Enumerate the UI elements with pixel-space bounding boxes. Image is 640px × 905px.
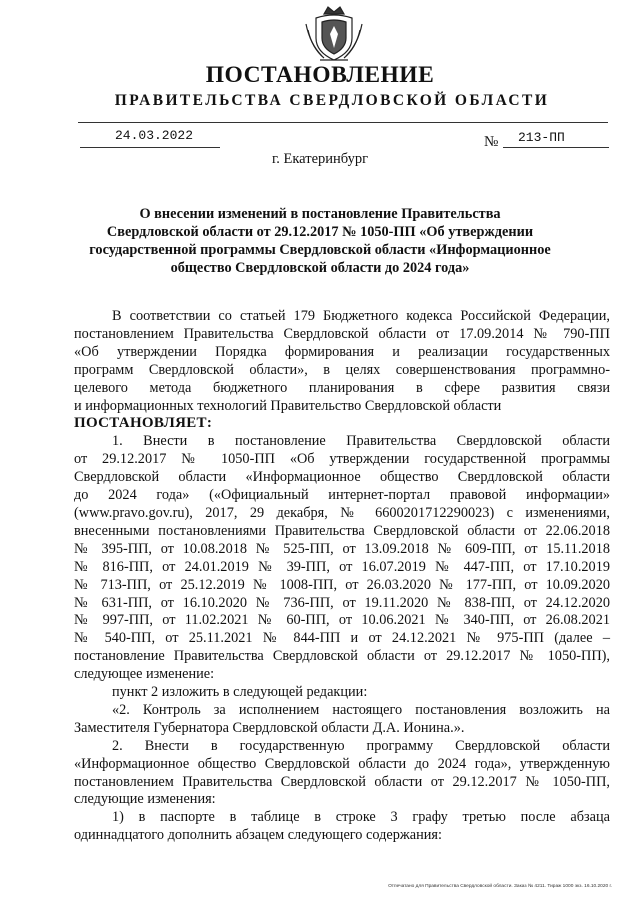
header-divider (78, 122, 608, 123)
document-heading (70, 205, 570, 277)
body-line: № 540-ПП, от 25.11.2021 № 844-ПП и от 24.12.2021 № 975-ПП (далее – (74, 630, 610, 647)
heading-line: О внесении изменений в постановление Правительства (139, 206, 501, 222)
body-line: Свердловской области «Информационное общество Свердловской области (74, 469, 610, 486)
body-line: В соответствии со статьей 179 Бюджетного кодекса Российской Федерации, (112, 308, 610, 324)
issuing-authority: ПРАВИТЕЛЬСТВА СВЕРДЛОВСКОЙ ОБЛАСТИ (114, 92, 550, 109)
print-footer: Отпечатано для Правительства Свердловской области. Заказ № 4211. Тираж 1000 экз. 16.10.2020 г. (388, 884, 612, 889)
body-line: постановлением Правительства Свердловской области от 29.12.2017 № 1050-ПП, (74, 773, 610, 790)
body-line: (www.pravo.gov.ru), 2017, 29 декабря, № 6600201712290023) с изменениями, (74, 504, 610, 521)
body-line: постановлением Правительства Свердловской области от 17.09.2014 № 790-ПП (74, 325, 610, 342)
body-line: 1) в паспорте в таблице в строке 3 графу третью после абзаца (112, 809, 610, 826)
resolves-keyword: ПОСТАНОВЛЯЕТ: (74, 415, 213, 432)
body-line: одиннадцатого дополнить абзацем следующего содержания: (74, 827, 442, 844)
number-underline (503, 147, 609, 148)
body-line: № 631-ПП, от 16.10.2020 № 736-ПП, от 19.11.2020 № 838-ПП, от 24.12.2020 (74, 594, 610, 611)
heading-line: Свердловской области от 29.12.2017 № 1050-ПП «Об утверждении (106, 224, 534, 240)
body-line: Заместителя Губернатора Свердловской области Д.А. Ионина.». (74, 719, 465, 736)
body-line: № 997-ПП, от 11.02.2021 № 60-ПП, от 10.06.2021 № 340-ПП, от 26.08.2021 (74, 612, 610, 629)
body-line: и информационных технологий Правительство Свердловской области (74, 397, 502, 414)
body-line: программ Свердловской области», в целях совершенствования программно- (74, 361, 610, 378)
body-line: № 395-ПП, от 10.08.2018 № 525-ПП, от 13.09.2018 № 609-ПП, от 15.11.2018 (74, 540, 610, 557)
body-line: «2. Контроль за исполнением настоящего постановления возложить на (112, 701, 610, 718)
date-underline (80, 147, 220, 148)
number-sign: № (484, 134, 499, 150)
body-line: № 713-ПП, от 25.12.2019 № 1008-ПП, от 26.03.2020 № 177-ПП, от 10.09.2020 (74, 576, 610, 593)
body-line: следующие изменения: (74, 791, 216, 808)
document-number: 213-ПП (518, 130, 565, 145)
heading-line: государственной программы Свердловской области «Информационное (89, 242, 551, 258)
body-line: внесенными постановлениями Правительства Свердловской области от 22.06.2018 (74, 522, 610, 539)
body-line: «Информационное общество Свердловской области до 2024 года», утвержденную (74, 755, 610, 772)
coat-of-arms-emblem (302, 4, 366, 66)
body-line: 1. Внести в постановление Правительства Свердловской области (112, 433, 610, 450)
heading-line: общество Свердловской области до 2024 года» (170, 260, 470, 276)
body-line: пункт 2 изложить в следующей редакции: (112, 684, 368, 701)
body-line: № 816-ПП, от 24.01.2019 № 39-ПП, от 16.07.2019 № 447-ПП, от 17.10.2019 (74, 558, 610, 575)
body-line: 2. Внести в государственную программу Свердловской области (112, 737, 610, 754)
document-type: ПОСТАНОВЛЕНИЕ (205, 62, 435, 88)
body-line: постановление Правительства Свердловской области от 29.12.2017 № 1050-ПП), (74, 648, 610, 665)
document-date: 24.03.2022 (115, 128, 194, 143)
body-line: «Об утверждении Порядка формирования и реализации государственных (74, 343, 610, 360)
city: г. Екатеринбург (271, 151, 369, 167)
body-line: до 2024 года» («Официальный интернет-портал правовой информации» (74, 487, 610, 504)
body-line: целевого метода бюджетного планирования в сфере развития связи (74, 379, 610, 396)
document-body (74, 308, 610, 845)
body-line: следующее изменение: (74, 666, 215, 683)
body-line: от 29.12.2017 № 1050-ПП «Об утверждении государственной программы (74, 451, 610, 468)
